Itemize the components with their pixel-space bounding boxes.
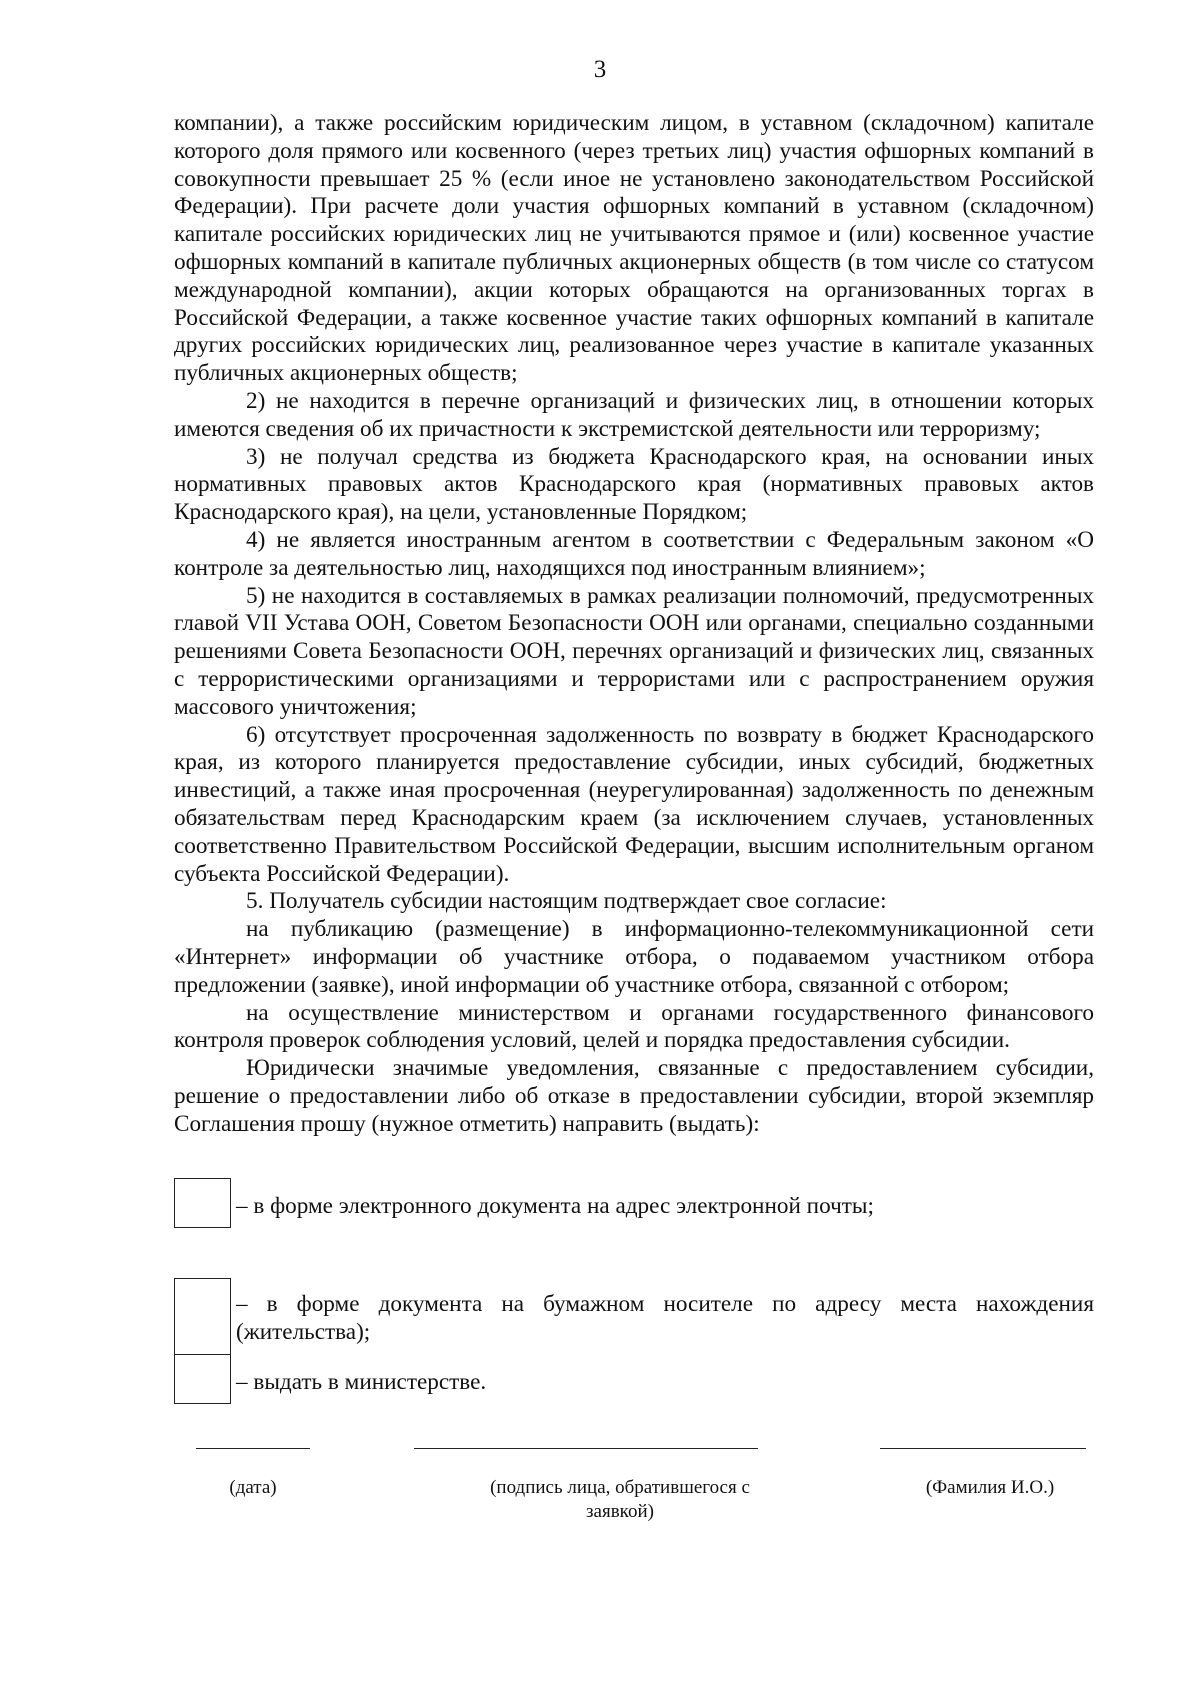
paragraph-item-4: 4) не является иностранным агентом в соответствии с Федеральным законом «О контроле за деятельностью лиц, находящихся под иностранным влиянием»; [174,526,1094,581]
name-caption: (Фамилия И.О.) [925,1477,1055,1498]
date-caption: (дата) [229,1477,277,1498]
option-ministry-label: – выдать в министерстве. [236,1369,487,1395]
paragraph-item-2: 2) не находится в перечне организаций и физических лиц, в отношении которых имеются сведения об их причастности к экстремистской деятельности или терроризму; [174,387,1094,442]
page-number: 3 [593,56,607,83]
paragraph-delivery-request: Юридически значимые уведомления, связанные с предоставлением субсидии, решение о предоставлении либо об отказе в предоставлении субсидии, второй экземпляр Соглашения прошу (нужное отметить) направить (выдать): [174,1055,1094,1137]
paragraph-continuation: компании), а также российским юридическим лицом, в уставном (складочном) капитале которого доля прямого или косвенного (через третьих лиц) участия офшорных компаний в совокупности превышает 25 % (если иное не установлено законодательством Российской Федерации). При расчете доли участия офшорных компаний в уставном (складочном) капитале российских юридических лиц не учитываются прямое и (или) косвенное участие офшорных компаний в капитале публичных акционерных обществ (в том числе со статусом международной компании), акции которых обращаются на организованных торгах в Российской Федерации, а также косвенное участие таких офшорных компаний в капитале других российских юридических лиц, реализованное через участие в капитале указанных публичных акционерных обществ; [174,110,1094,387]
paragraph-item-6: 6) отсутствует просроченная задолженность по возврату в бюджет Краснодарского края, из которого планируется предоставление субсидии, иных субсидий, бюджетных инвестиций, а также иная просроченная (неурегулированная) задолженность по денежным обязательствам перед Краснодарским краем (за исключением случаев, установленных соответственно Правительством Российской Федерации, высшим исполнительным органом субъекта Российской Федерации). [174,721,1094,887]
signature-caption: (подпись лица, обратившегося с заявкой) [490,1477,750,1522]
option-email-label: – в форме электронного документа на адрес электронной почты; [236,1193,874,1219]
paragraph-consent-heading: 5. Получатель субсидии настоящим подтверждает свое согласие: [246,888,887,915]
option-paper-label: – в форме документа на бумажном носителе по адресу места нахождения (жительства); [236,1291,1094,1345]
signature-line [414,1448,758,1449]
paragraph-consent-publication: на публикацию (размещение) в информационно-телекоммуникационной сети «Интернет» информации об участнике отбора, о подаваемом участником отбора предложении (заявке), иной информации об участнике отбора, связанной с отбором; [174,916,1094,998]
paragraph-consent-inspection: на осуществление министерством и органами государственного финансового контроля проверок соблюдения условий, целей и порядка предоставления субсидии. [174,999,1094,1054]
paragraph-item-3: 3) не получал средства из бюджета Краснодарского края, на основании иных нормативных правовых актов Краснодарского края (нормативных правовых актов Краснодарского края), на цели, установленные Порядком; [174,443,1094,526]
name-line [880,1448,1086,1449]
date-line [196,1448,310,1449]
checkbox-paper[interactable] [174,1278,231,1354]
paragraph-item-5: 5) не находится в составляемых в рамках реализации полномочий, предусмотренных главой VII Устава ООН, Советом Безопасности ООН или органами, специально созданными решениями Совета Безопасности ООН, перечнях организаций и физических лиц, связанных с террористическими организациями и террористами или с распространением оружия массового уничтожения; [174,582,1094,720]
checkbox-email[interactable] [174,1178,231,1228]
checkbox-ministry[interactable] [174,1354,231,1404]
document-body [174,110,1094,1138]
